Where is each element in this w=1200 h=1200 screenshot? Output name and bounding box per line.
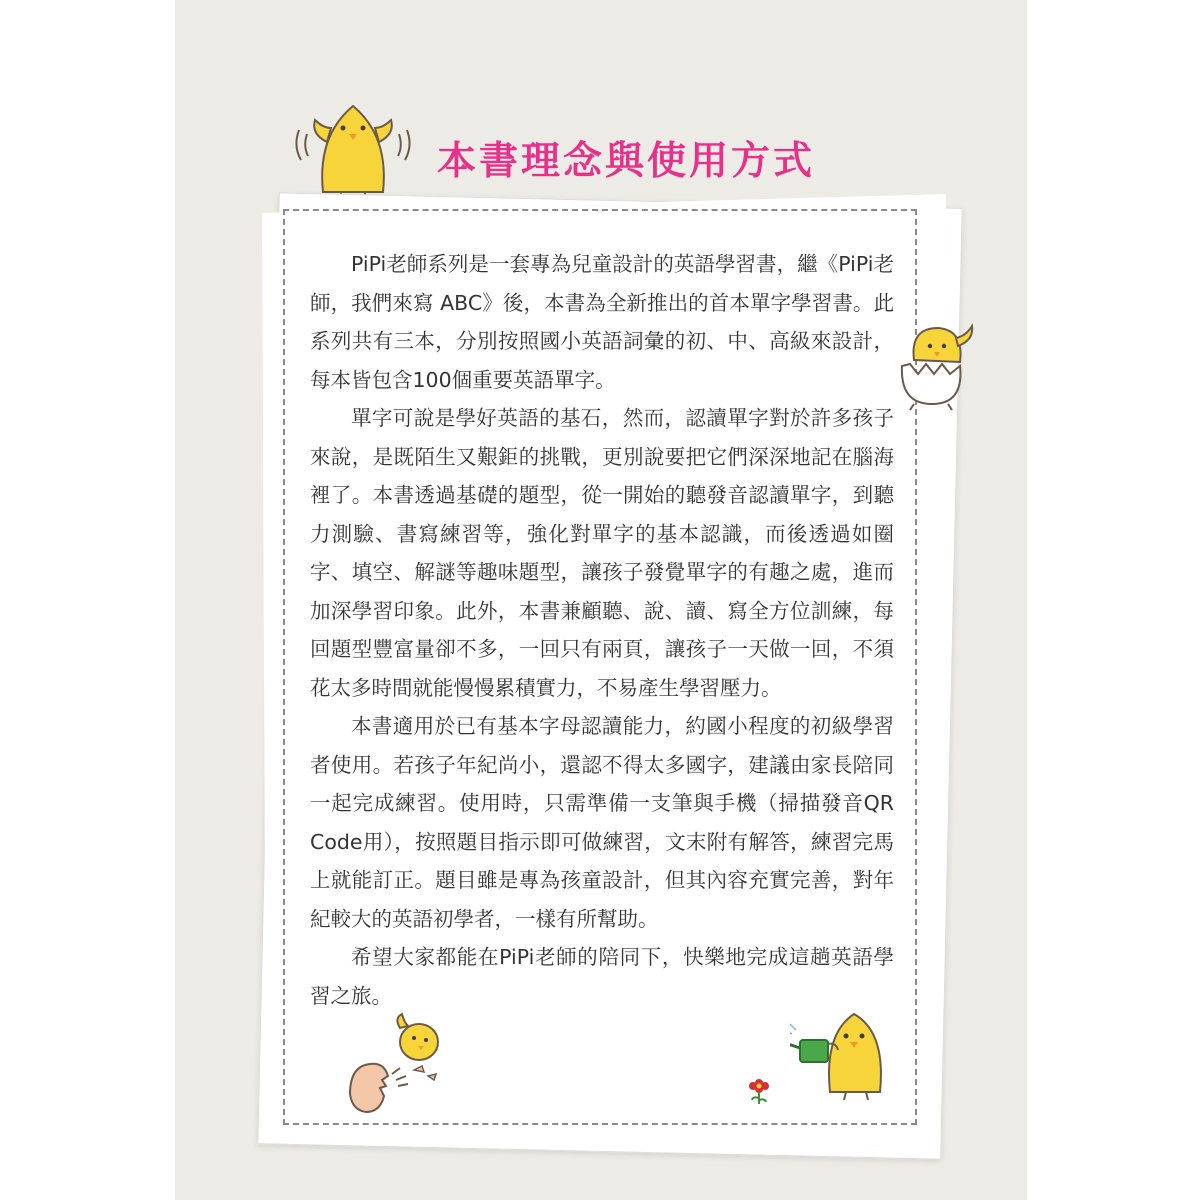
- paragraph-3: 本書適用於已有基本字母認讀能力，約國小程度的初級學習者使用。若孩子年紀尚小，還認不得太多國字，建議由家長陪同一起完成練習。使用時，只需準備一支筆與手機（掃描發音QR Code用），按照題目指示即可做練習，文末附有解答，練習完馬上就能訂正。題目雖是專為孩童設計，但其內容充實完善，對年紀較大的英語初學者，一樣有所幫助。: [310, 714, 894, 931]
- hatching-chick-icon: [888, 322, 978, 414]
- red-flower-icon: [744, 1074, 774, 1106]
- tumbling-chick-icon: [392, 1012, 446, 1066]
- page-title: 本書理念與使用方式: [437, 139, 816, 184]
- paragraph-4: 希望大家都能在PiPi老師的陪同下，快樂地完成這趟英語學習之旅。: [310, 945, 894, 1008]
- intro-text: [310, 245, 894, 1015]
- paragraph-2: 單字可說是學好英語的基石，然而，認讀單字對於許多孩子來說，是既陌生又艱鉅的挑戰，更別說要把它們深深地記在腦海裡了。本書透過基礎的題型，從一開始的聽發音認讀單字，到聽力測驗、書寫練習等，強化對單字的基本認識，而後透過如圈字、填空、解謎等趣味題型，讓孩子發覺單字的有趣之處，進而加深學習印象。此外，本書兼顧聽、說、讀、寫全方位訓練，每回題型豐富量卻不多，一回只有兩頁，讓孩子一天做一回，不須花太多時間就能慢慢累積實力，不易產生學習壓力。: [310, 406, 894, 700]
- paragraph-1: PiPi老師系列是一套專為兒童設計的英語學習書，繼《PiPi老師，我們來寫 ABC》後，本書為全新推出的首本單字學習書。此系列共有三本，分別按照國小英語詞彙的初、中、高級來設計，每本皆包含100個重要英語單字。: [310, 252, 894, 392]
- chick-with-watering-can-icon: [790, 1004, 900, 1104]
